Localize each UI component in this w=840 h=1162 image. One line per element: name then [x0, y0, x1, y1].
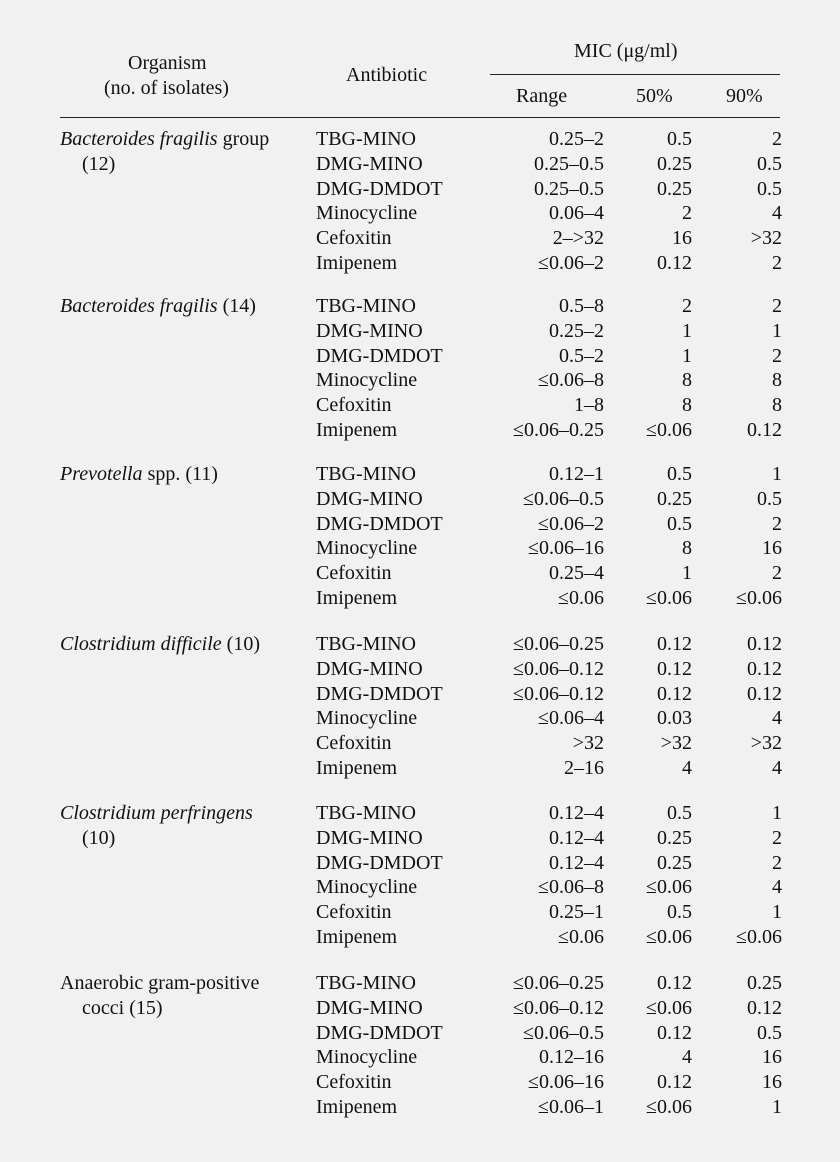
antibiotic-cell: DMG-DMDOT: [316, 344, 443, 367]
mic50-cell: 0.5: [667, 802, 692, 824]
antibiotic-cell: DMG-DMDOT: [316, 512, 443, 535]
mic90-cell: 0.12: [747, 657, 782, 680]
antibiotic-cell: Minocycline: [316, 707, 418, 730]
range-cell: ≤0.06–0.25: [513, 972, 604, 994]
range-cell: 0.12–1: [549, 463, 604, 485]
mic90-cell: 0.25: [747, 972, 782, 994]
organism-name: Bacteroides fragilis: [60, 128, 218, 150]
range-cell: ≤0.06–8: [538, 369, 604, 392]
range-cell: ≤0.06–0.12: [513, 657, 604, 680]
range-cell: ≤0.06: [558, 587, 604, 609]
organism-name: Bacteroides fragilis: [60, 295, 218, 317]
mic90-cell: 16: [762, 1046, 782, 1069]
antibiotic-cell: Cefoxitin: [316, 732, 392, 755]
mic90-cell: 4: [772, 707, 782, 730]
range-cell: 2–>32: [552, 227, 604, 250]
range-cell: ≤0.06–0.5: [523, 487, 604, 510]
antibiotic-cell: DMG-DMDOT: [316, 851, 443, 874]
table-row: [0, 706, 840, 731]
antibiotic-cell: Imipenem: [316, 587, 398, 609]
mic90-cell: 1: [772, 1096, 782, 1118]
antibiotic-cell: DMG-DMDOT: [316, 1021, 443, 1044]
header-organism-line2: (no. of isolates): [104, 77, 229, 99]
organism-suffix: (14): [217, 295, 256, 317]
mic50-cell: ≤0.06: [646, 926, 692, 948]
mic50-cell: 0.5: [667, 463, 692, 485]
mic50-cell: 0.25: [657, 851, 692, 874]
antibiotic-cell: DMG-MINO: [316, 657, 423, 680]
table-row: [0, 152, 840, 177]
range-cell: 1–8: [574, 394, 604, 417]
table-row: [0, 294, 840, 319]
mic50-cell: 8: [682, 369, 692, 392]
range-cell: 0.25–1: [549, 901, 604, 924]
table-row: [0, 1045, 840, 1070]
range-cell: 0.12–4: [549, 851, 604, 874]
organism-count: (10): [82, 827, 116, 849]
table-row: [0, 462, 840, 487]
table-row: [0, 801, 840, 826]
organism-suffix: spp. (11): [142, 463, 218, 485]
organism-name: Prevotella: [60, 463, 143, 485]
organism-suffix: (10): [221, 633, 260, 655]
antibiotic-cell: DMG-MINO: [316, 319, 423, 342]
table-row: [0, 226, 840, 251]
range-cell: 0.12–4: [549, 802, 604, 824]
range-cell: ≤0.06–16: [528, 537, 604, 560]
antibiotic-cell: Cefoxitin: [316, 901, 392, 924]
antibiotic-cell: TBG-MINO: [316, 128, 416, 150]
header-antibiotic: Antibiotic: [346, 64, 428, 86]
organism-suffix: group: [217, 128, 270, 150]
table-row: [0, 344, 840, 369]
mic90-cell: 0.5: [757, 487, 782, 510]
mic50-cell: 16: [672, 227, 692, 250]
range-cell: 0.25–2: [549, 128, 604, 150]
mic90-cell: 0.5: [757, 152, 782, 175]
mic90-cell: 2: [772, 851, 782, 874]
mic90-cell: 1: [772, 319, 782, 342]
mic50-cell: 0.12: [657, 682, 692, 705]
table-row: [0, 900, 840, 925]
table-row: [0, 731, 840, 756]
range-cell: ≤0.06–8: [538, 876, 604, 899]
antibiotic-cell: Imipenem: [316, 1096, 398, 1118]
antibiotic-cell: DMG-MINO: [316, 487, 423, 510]
mic50-cell: 2: [682, 202, 692, 225]
antibiotic-cell: DMG-MINO: [316, 996, 423, 1019]
range-cell: ≤0.06–2: [538, 512, 604, 535]
range-cell: ≤0.06–0.25: [513, 633, 604, 655]
range-cell: 0.06–4: [549, 202, 604, 225]
antibiotic-cell: DMG-MINO: [316, 152, 423, 175]
table-row: [0, 996, 840, 1021]
mic90-cell: 2: [772, 826, 782, 849]
mic90-cell: ≤0.06: [736, 926, 782, 948]
header-90: 90%: [726, 85, 763, 107]
mic90-cell: 4: [772, 202, 782, 225]
antibiotic-cell: Cefoxitin: [316, 394, 392, 417]
range-cell: ≤0.06–16: [528, 1071, 604, 1094]
mic50-cell: 8: [682, 537, 692, 560]
table-row: [0, 971, 840, 996]
antibiotic-cell: Imipenem: [316, 757, 398, 779]
table-row: [0, 512, 840, 537]
mic50-cell: ≤0.06: [646, 876, 692, 899]
mic90-cell: 2: [772, 128, 782, 150]
range-cell: 0.12–4: [549, 826, 604, 849]
mic90-cell: 1: [772, 463, 782, 485]
table-row: [0, 393, 840, 418]
antibiotic-cell: Minocycline: [316, 202, 418, 225]
antibiotic-cell: Minocycline: [316, 1046, 418, 1069]
mic90-cell: 16: [762, 1071, 782, 1094]
mic50-cell: 0.12: [657, 633, 692, 655]
mic50-cell: 1: [682, 344, 692, 367]
range-cell: 0.25–4: [549, 562, 604, 585]
table-row: [0, 1021, 840, 1046]
table-row: [0, 1095, 840, 1120]
range-cell: ≤0.06–0.12: [513, 996, 604, 1019]
mic90-cell: 8: [772, 394, 782, 417]
antibiotic-cell: Imipenem: [316, 926, 398, 948]
antibiotic-cell: DMG-DMDOT: [316, 682, 443, 705]
mic90-cell: 16: [762, 537, 782, 560]
range-cell: ≤0.06–0.12: [513, 682, 604, 705]
table-row: [0, 536, 840, 561]
table-row: [0, 826, 840, 851]
table-row: [0, 368, 840, 393]
antibiotic-cell: DMG-DMDOT: [316, 177, 443, 200]
organism-count: (12): [82, 153, 116, 175]
mic50-cell: 0.12: [657, 1071, 692, 1094]
organism-count: cocci (15): [82, 997, 163, 1019]
mic50-cell: 0.25: [657, 177, 692, 200]
antibiotic-cell: TBG-MINO: [316, 295, 416, 317]
mic50-cell: 0.12: [657, 972, 692, 994]
mic50-cell: 2: [682, 295, 692, 317]
mic90-cell: 8: [772, 369, 782, 392]
antibiotic-cell: Imipenem: [316, 419, 398, 441]
header-organism-line1: Organism: [128, 52, 207, 74]
antibiotic-cell: Cefoxitin: [316, 1071, 392, 1094]
range-cell: ≤0.06–4: [538, 707, 604, 730]
table-row: [0, 487, 840, 512]
organism-name: Clostridium perfringens: [60, 802, 253, 824]
antibiotic-cell: Minocycline: [316, 876, 418, 899]
mic50-cell: 0.03: [657, 707, 692, 730]
mic50-cell: 4: [682, 757, 692, 779]
table-row: [0, 925, 840, 950]
table-row: [0, 851, 840, 876]
range-cell: ≤0.06–0.25: [513, 419, 604, 441]
range-cell: 0.25–2: [549, 319, 604, 342]
mic50-cell: ≤0.06: [646, 419, 692, 441]
header-mic-rule: [490, 74, 780, 75]
organism-name: Clostridium difficile: [60, 633, 222, 655]
table-row: [0, 201, 840, 226]
mic50-cell: 1: [682, 319, 692, 342]
table-row: [0, 319, 840, 344]
range-cell: >32: [572, 732, 604, 755]
table-row: [0, 682, 840, 707]
range-cell: 0.25–0.5: [534, 152, 604, 175]
table-row: [0, 251, 840, 276]
table-row: [0, 418, 840, 443]
range-cell: ≤0.06–1: [538, 1096, 604, 1118]
table-row: [0, 875, 840, 900]
organism-suffix: Anaerobic gram-positive: [60, 972, 260, 994]
antibiotic-cell: TBG-MINO: [316, 972, 416, 994]
mic50-cell: 0.25: [657, 826, 692, 849]
mic50-cell: ≤0.06: [646, 1096, 692, 1118]
table-row: [0, 1070, 840, 1095]
mic50-cell: 0.12: [657, 252, 692, 274]
mic50-cell: 0.5: [667, 128, 692, 150]
antibiotic-cell: Minocycline: [316, 537, 418, 560]
mic50-cell: 8: [682, 394, 692, 417]
mic90-cell: 4: [772, 876, 782, 899]
header-50: 50%: [636, 85, 673, 107]
header-mic: MIC (μg/ml): [574, 40, 678, 62]
table-row: [0, 756, 840, 781]
table-row: [0, 586, 840, 611]
mic50-cell: 0.25: [657, 487, 692, 510]
table-row: [0, 561, 840, 586]
mic90-cell: 2: [772, 512, 782, 535]
range-cell: 0.25–0.5: [534, 177, 604, 200]
mic90-cell: 1: [772, 901, 782, 924]
mic50-cell: ≤0.06: [646, 996, 692, 1019]
mic50-cell: 0.5: [667, 512, 692, 535]
mic50-cell: 0.5: [667, 901, 692, 924]
mic90-cell: 4: [772, 757, 782, 779]
mic90-cell: ≤0.06: [736, 587, 782, 609]
mic90-cell: 2: [772, 295, 782, 317]
range-cell: 0.5–2: [559, 344, 604, 367]
antibiotic-cell: Minocycline: [316, 369, 418, 392]
table-row: [0, 177, 840, 202]
mic50-cell: 0.25: [657, 152, 692, 175]
mic90-cell: 0.5: [757, 1021, 782, 1044]
mic90-cell: 0.12: [747, 996, 782, 1019]
antibiotic-cell: TBG-MINO: [316, 633, 416, 655]
mic90-cell: 1: [772, 802, 782, 824]
antibiotic-cell: TBG-MINO: [316, 463, 416, 485]
mic90-cell: 0.12: [747, 633, 782, 655]
antibiotic-cell: Cefoxitin: [316, 562, 392, 585]
range-cell: 0.5–8: [559, 295, 604, 317]
table-row: [0, 657, 840, 682]
mic90-cell: 2: [772, 252, 782, 274]
mic90-cell: 0.5: [757, 177, 782, 200]
range-cell: 2–16: [564, 757, 604, 779]
antibiotic-cell: Imipenem: [316, 252, 398, 274]
mic90-cell: 0.12: [747, 682, 782, 705]
mic50-cell: 1: [682, 562, 692, 585]
range-cell: ≤0.06: [558, 926, 604, 948]
range-cell: ≤0.06–2: [538, 252, 604, 274]
antibiotic-cell: TBG-MINO: [316, 802, 416, 824]
table-row: [0, 127, 840, 152]
mic50-cell: ≤0.06: [646, 587, 692, 609]
mic50-cell: 4: [682, 1046, 692, 1069]
mic90-cell: >32: [750, 732, 782, 755]
mic90-cell: 0.12: [747, 419, 782, 441]
mic50-cell: 0.12: [657, 1021, 692, 1044]
range-cell: 0.12–16: [539, 1046, 604, 1069]
header-range: Range: [516, 85, 568, 107]
mic90-cell: >32: [750, 227, 782, 250]
header-bottom-rule: [60, 117, 780, 118]
mic50-cell: >32: [660, 732, 692, 755]
mic90-cell: 2: [772, 562, 782, 585]
range-cell: ≤0.06–0.5: [523, 1021, 604, 1044]
antibiotic-cell: DMG-MINO: [316, 826, 423, 849]
antibiotic-cell: Cefoxitin: [316, 227, 392, 250]
table-row: [0, 632, 840, 657]
mic90-cell: 2: [772, 344, 782, 367]
mic50-cell: 0.12: [657, 657, 692, 680]
